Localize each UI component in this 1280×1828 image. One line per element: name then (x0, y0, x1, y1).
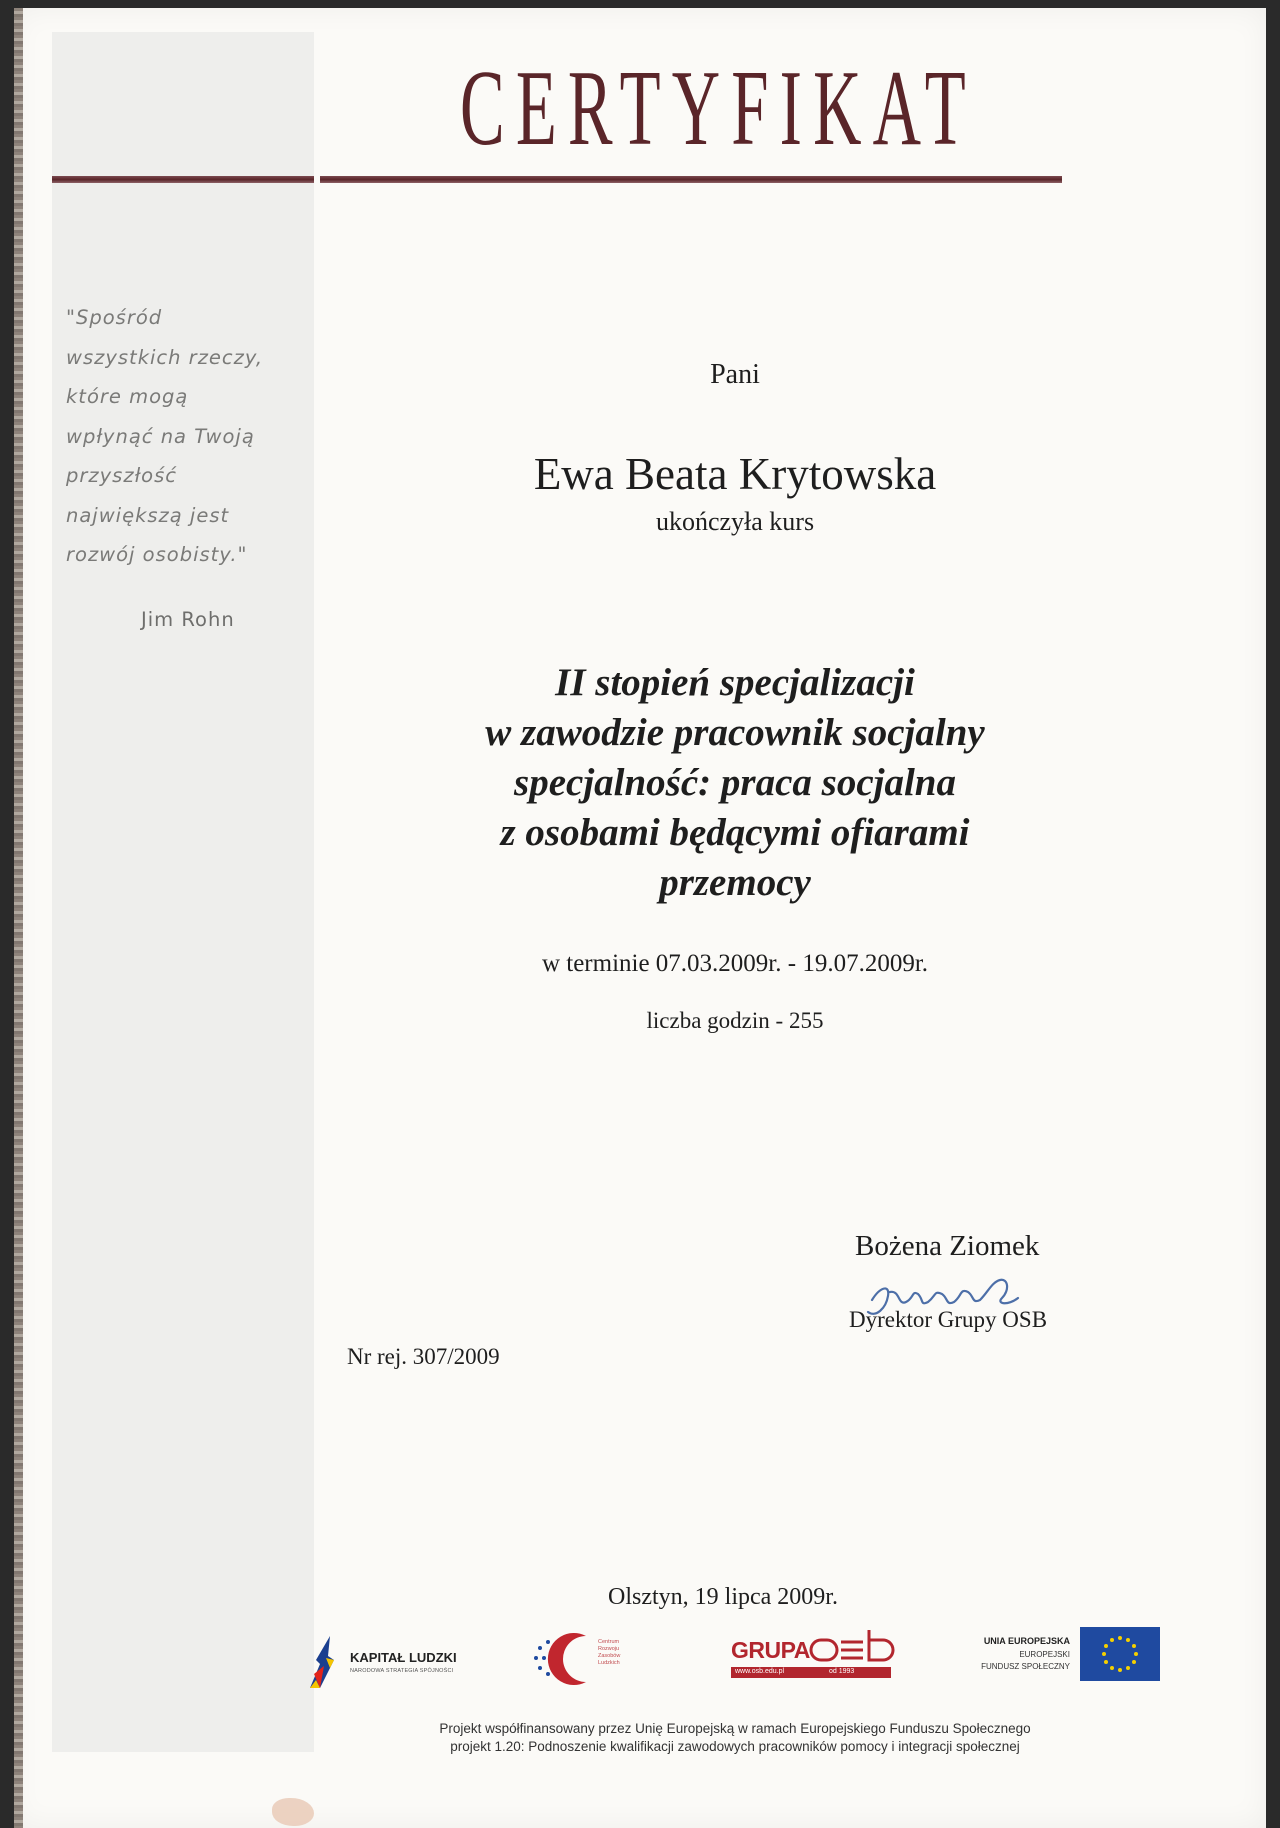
course-hours: liczba godzin - 255 (646, 1008, 824, 1033)
kapital-ludzki-logo (306, 1630, 496, 1694)
crz-text (598, 1639, 620, 1667)
course-line: przemocy (659, 861, 811, 904)
quote-line: wszystkich rzeczy, (66, 345, 264, 369)
kapital-ludzki-title: KAPITAŁ LUDZKI (350, 1650, 457, 1665)
title-rule (52, 176, 1062, 183)
completed-text: ukończyła kurs (655, 507, 815, 536)
crz-line: Centrum (598, 1639, 620, 1645)
osb-logo (728, 1622, 903, 1688)
title-rule-gap (314, 170, 320, 190)
quote-line: wpłynąć na Twoją (66, 424, 255, 448)
quote-line: które mogą (66, 385, 189, 408)
recipient-name: Ewa Beata Krytowska (533, 449, 937, 499)
course-line: z osobami będącymi ofiarami (500, 811, 970, 854)
crz-emblem-icon (528, 1624, 598, 1694)
quote-line: "Spośród (66, 306, 163, 329)
osb-bar-left-text: www.osb.edu.pl (735, 1668, 785, 1675)
signer-role: Dyrektor Grupy OSB (849, 1307, 1048, 1332)
paper-stain (272, 1798, 314, 1826)
crz-line: Rozwoju (598, 1646, 620, 1652)
eu-line-3: FUNDUSZ SPOŁECZNY (981, 1662, 1070, 1671)
course-line: specjalność: praca socjalna (514, 761, 956, 804)
course-line: w zawodzie pracownik socjalny (485, 711, 985, 754)
funding-footer (390, 1720, 1080, 1756)
signer-name: Bożena Ziomek (855, 1230, 1040, 1262)
kapital-ludzki-emblem-icon (306, 1630, 340, 1694)
eu-line-1: UNIA EUROPEJSKA (983, 1636, 1070, 1646)
course-line: II stopień specjalizacji (555, 661, 915, 704)
osb-wordmark-icon (809, 1626, 899, 1666)
osb-grupa-text: GRUPA (731, 1637, 810, 1663)
quote-line: przyszłość (66, 464, 177, 487)
registration-number: Nr rej. 307/2009 (347, 1344, 500, 1369)
crz-logo (528, 1624, 658, 1694)
eu-logo (960, 1625, 1160, 1685)
quote (66, 298, 306, 575)
crz-line: Ludzkich (598, 1660, 620, 1666)
footer-line: projekt 1.20: Podnoszenie kwalifikacji zawodowych pracowników pomocy i integracji społecznej (450, 1739, 1020, 1754)
eu-flag-icon (1080, 1627, 1160, 1681)
quote-line: rozwój osobisty." (66, 543, 248, 566)
footer-line: Projekt współfinansowany przez Unię Europejską w ramach Europejskiego Funduszu Społecznego (439, 1721, 1031, 1736)
place-date: Olsztyn, 19 lipca 2009r. (608, 1584, 838, 1610)
quote-author: Jim Rohn (141, 608, 235, 631)
osb-bar-right-text: od 1993 (829, 1668, 855, 1675)
salutation: Pani (710, 359, 760, 390)
paper-edge (14, 8, 23, 1828)
course-term: w terminie 07.03.2009r. - 19.07.2009r. (541, 950, 929, 977)
left-sidebar-band (52, 32, 314, 1752)
certificate-title: CERTYFIKAT (460, 49, 977, 168)
quote-line: największą jest (66, 503, 230, 527)
course-title (390, 658, 1080, 908)
eu-line-2: EUROPEJSKI (1019, 1650, 1070, 1659)
kapital-ludzki-subtitle: NARODOWA STRATEGIA SPÓJNOŚCI (350, 1668, 454, 1674)
crz-line: Zasobów (598, 1653, 621, 1659)
